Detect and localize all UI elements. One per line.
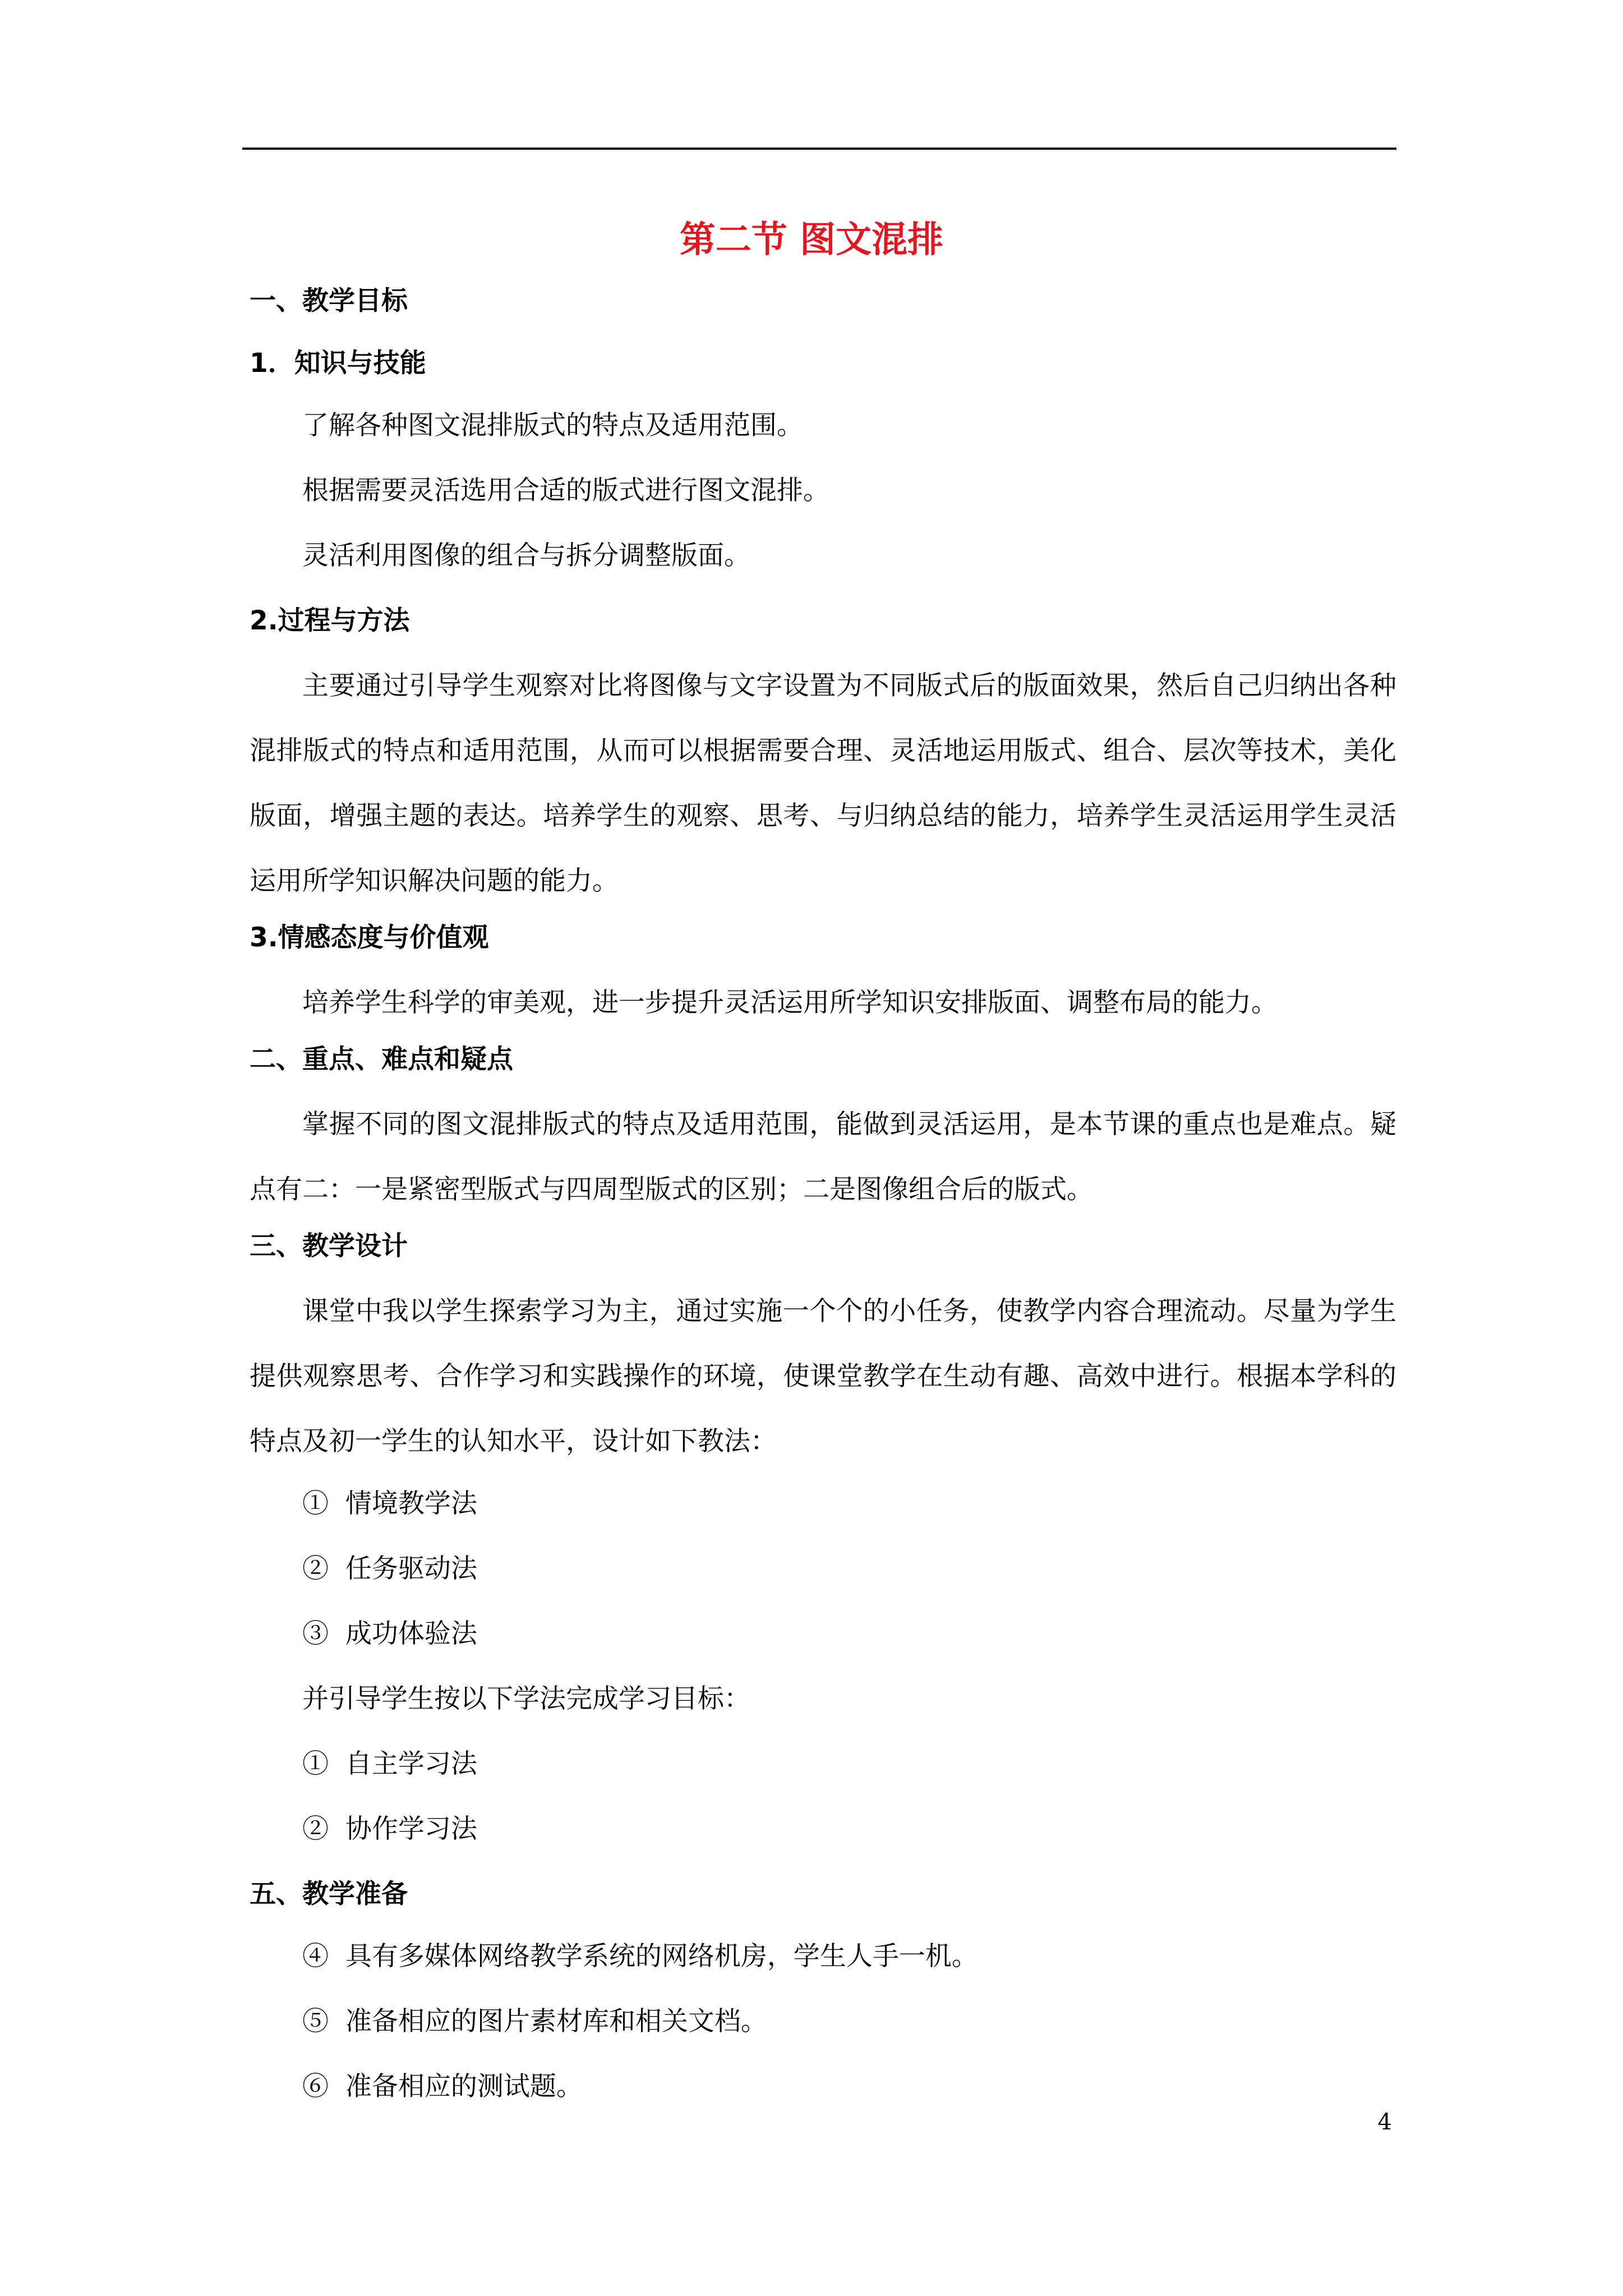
study-method-item: ① 自主学习法 [302,1749,477,1779]
study-method-item: ② 协作学习法 [302,1814,477,1844]
knowledge-item: 根据需要灵活选用合适的版式进行图文混排。 [302,475,829,506]
design-paragraph: 课堂中我以学生探索学习为主，通过实施一个个的小任务，使教学内容合理流动。尽量为学生提供观察思考、合作学习和实践操作的环境，使课堂教学在生动有趣、高效中进行。根据本学科的特点及初一学生的认知水平，设计如下教法： [250,1296,1396,1457]
key-points-paragraph: 掌握不同的图文混排版式的特点及适用范围，能做到灵活运用，是本节课的重点也是难点。疑点有二：一是紧密型版式与四周型版式的区别；二是图像组合后的版式。 [250,1109,1396,1205]
section-heading-preparation: 五、教学准备 [250,1879,408,1910]
page-title: 第二节 图文混排 [679,219,944,261]
section-heading-key-points: 二、重点、难点和疑点 [250,1044,513,1075]
teaching-method-item: ① 情境教学法 [302,1488,477,1519]
section-heading-design: 三、教学设计 [250,1231,408,1262]
subheading-knowledge: 1．知识与技能 [250,348,426,379]
preparation-item: ⑤ 准备相应的图片素材库和相关文档。 [302,2006,767,2037]
document-body [250,283,1396,2133]
preparation-item: ⑥ 准备相应的测试题。 [302,2071,583,2102]
attitude-paragraph: 培养学生科学的审美观，进一步提升灵活运用所学知识安排版面、调整布局的能力。 [302,987,1278,1018]
teaching-method-item: ② 任务驱动法 [302,1553,477,1584]
knowledge-item: 灵活利用图像的组合与拆分调整版面。 [302,540,750,571]
subheading-process: 2.过程与方法 [250,605,410,636]
preparation-item: ④ 具有多媒体网络教学系统的网络机房，学生人手一机。 [302,1941,978,1972]
process-paragraph: 主要通过引导学生观察对比将图像与文字设置为不同版式后的版面效果，然后自己归纳出各种混排版式的特点和适用范围，从而可以根据需要合理、灵活地运用版式、组合、层次等技术，美化版面，增强主题的表达。培养学生的观察、思考、与归纳总结的能力，培养学生灵活运用学生灵活运用所学知识解决问题的能力。 [250,670,1396,896]
section-heading-goals: 一、教学目标 [250,286,408,316]
teaching-method-item: ③ 成功体验法 [302,1618,477,1649]
header-rule [242,148,1396,150]
study-intro: 并引导学生按以下学法完成学习目标： [302,1683,750,1714]
page-number: 4 [1377,2109,1392,2135]
subheading-attitude: 3.情感态度与价值观 [250,922,489,953]
knowledge-item: 了解各种图文混排版式的特点及适用范围。 [302,410,803,441]
